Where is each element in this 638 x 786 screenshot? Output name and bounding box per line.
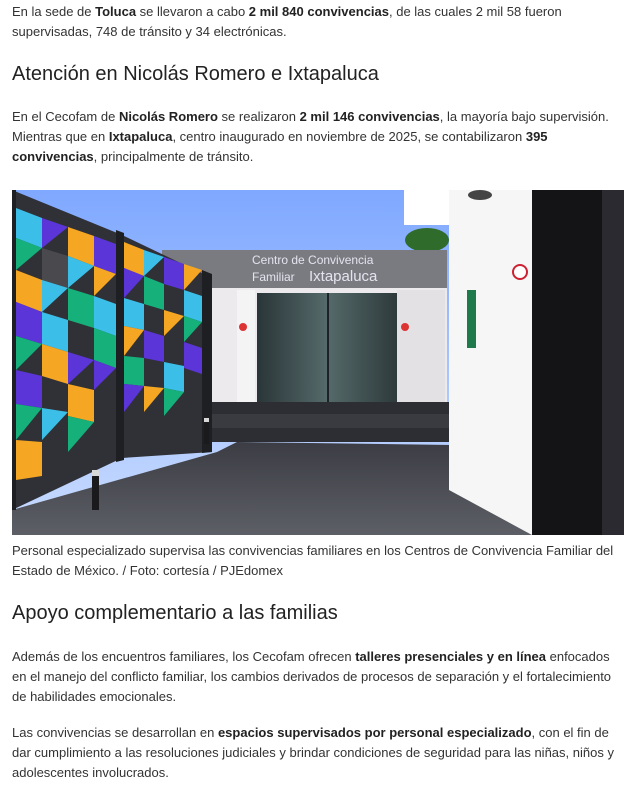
text-run: , centro inaugurado en noviembre de 2025, se contabilizaron bbox=[172, 129, 526, 144]
text-run: , de las cuales 2 mil 58 fueron supervisadas, 748 de tránsito y 34 electrónicas. bbox=[12, 4, 562, 39]
paragraph-nicolas-romero bbox=[12, 107, 624, 167]
bold-run: 395 convivencias bbox=[12, 129, 548, 164]
bold-run: Nicolás Romero bbox=[118, 109, 218, 124]
section-heading-apoyo: Apoyo complementario a las familias bbox=[12, 602, 338, 624]
bold-run: 2 mil 840 convivencias bbox=[248, 4, 389, 19]
text-run: Además de los encuentros familiares, los Cecofam ofrecen bbox=[12, 649, 356, 664]
paragraph-talleres bbox=[12, 647, 624, 707]
bold-run: Toluca bbox=[95, 4, 137, 19]
photo-caption: Personal especializado supervisa las convivencias familiares en los Centros de Convivencia Familiar del Estado de México. / Foto: cortesía / PJEdomex bbox=[12, 543, 614, 578]
text-run: En el Cecofam de bbox=[12, 109, 119, 124]
text-run: se realizaron bbox=[217, 109, 300, 124]
article-photo-cecofam-ixtapaluca bbox=[12, 190, 624, 535]
text-run: se llevaron a cabo bbox=[136, 4, 249, 19]
sign-line-1: Centro de Convivencia bbox=[252, 253, 374, 267]
text-run: , la mayoría bajo supervisión. Mientras que en bbox=[12, 109, 609, 144]
text-run: , con el fin de dar cumplimiento a las resoluciones judiciales y brindar condiciones de seguridad para las niñas, niños y adolescentes involucrados. bbox=[12, 725, 614, 780]
bold-run: espacios supervisados por personal especializado bbox=[217, 725, 532, 740]
text-run: enfocados en el manejo del conflicto familiar, los cambios derivados de procesos de separación y el fortalecimiento de habilidades emocionales. bbox=[12, 649, 612, 704]
sign-line-2b: Ixtapaluca bbox=[309, 268, 378, 285]
text-run: Las convivencias se desarrollan en bbox=[12, 725, 218, 740]
section-heading-nicolas-romero-ixtapaluca: Atención en Nicolás Romero e Ixtapaluca bbox=[12, 63, 379, 85]
text-run: , principalmente de tránsito. bbox=[93, 149, 254, 164]
text-run: En la sede de bbox=[12, 4, 96, 19]
paragraph-toluca bbox=[12, 2, 624, 42]
bold-run: Ixtapaluca bbox=[108, 129, 173, 144]
bold-run: talleres presenciales y en línea bbox=[355, 649, 546, 664]
paragraph-espacios-supervisados bbox=[12, 723, 624, 783]
sign-line-2a: Familiar bbox=[252, 270, 295, 284]
bold-run: 2 mil 146 convivencias bbox=[299, 109, 440, 124]
